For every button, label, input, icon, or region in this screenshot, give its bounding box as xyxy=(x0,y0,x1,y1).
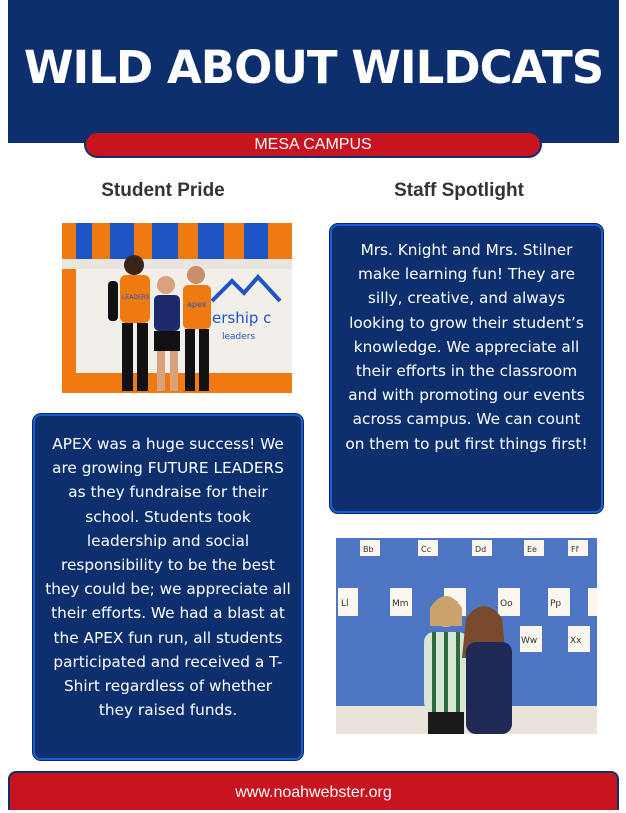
svg-text:Mm: Mm xyxy=(392,599,409,609)
staff-spotlight-body: Mrs. Knight and Mrs. Stilner make learning fun! They are silly, creative, and always looking to grow their student’s knowledge. We appreciate all their efforts in the classroom and with promoting our events across campus. We can count on them to put first things first! xyxy=(345,241,588,453)
svg-text:Cc: Cc xyxy=(421,545,431,554)
student-pride-heading: Student Pride xyxy=(101,180,225,201)
page-title: WILD ABOUT WILDCATS xyxy=(23,41,604,94)
classroom-illustration xyxy=(336,538,597,734)
svg-text:Ff: Ff xyxy=(571,545,579,554)
header-banner xyxy=(8,0,619,143)
shirt-apex-text: apex xyxy=(187,300,207,309)
svg-text:Dd: Dd xyxy=(475,545,487,554)
svg-text:Pp: Pp xyxy=(550,599,562,609)
shirt-leaders-text: LEADERS xyxy=(122,294,150,301)
student-pride-text-box xyxy=(33,414,303,760)
svg-text:Bb: Bb xyxy=(363,545,374,554)
svg-text:Xx: Xx xyxy=(570,636,582,646)
student-pride-body: APEX was a huge success! We are growing FUTURE LEADERS as they fundraise for their school. Students took leadership and social responsibility to be the best they could be; we appreciate all their efforts. We had a blast at the APEX fun run, all students participated and received a T-Shirt regardless of whether they raised funds. xyxy=(45,435,291,720)
apex-event-illustration xyxy=(62,223,292,393)
student-pride-photo xyxy=(62,223,292,393)
staff-spotlight-text-box xyxy=(330,224,603,513)
banner-leaders-text: leaders xyxy=(222,332,256,342)
campus-label: MESA CAMPUS xyxy=(84,131,542,158)
svg-text:Ll: Ll xyxy=(341,599,349,609)
svg-text:Ee: Ee xyxy=(527,545,537,554)
svg-text:Oo: Oo xyxy=(500,599,513,609)
staff-spotlight-photo xyxy=(336,538,597,734)
staff-spotlight-heading: Staff Spotlight xyxy=(394,180,524,201)
footer-website-link[interactable]: www.noahwebster.org xyxy=(8,771,619,810)
banner-leadership-text: ership c xyxy=(212,309,272,327)
svg-text:Ww: Ww xyxy=(521,636,538,646)
